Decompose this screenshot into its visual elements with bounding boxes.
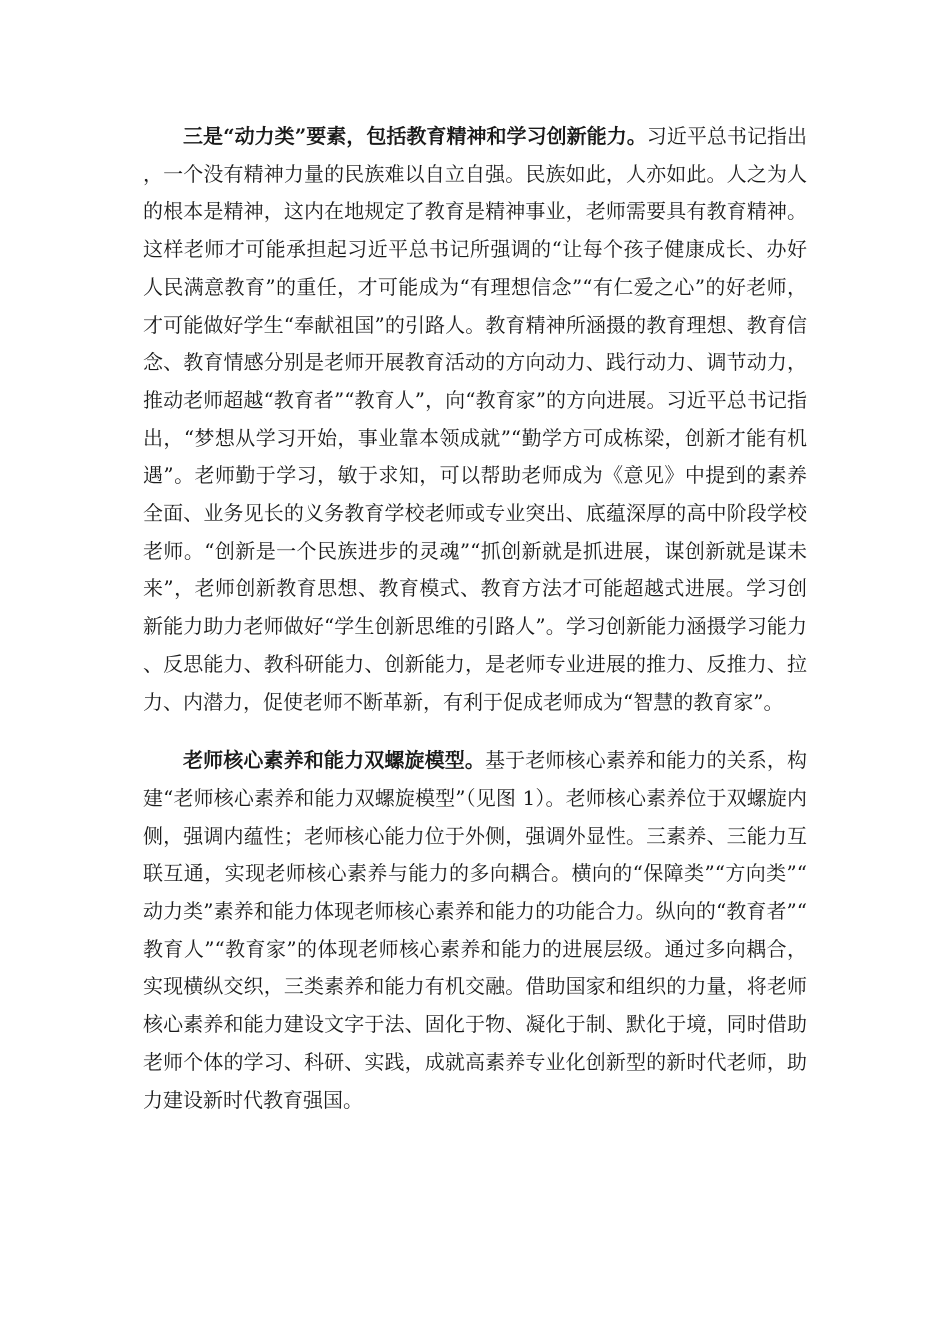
- paragraph-body: 习近平总书记指出，一个没有精神力量的民族难以自立自强。民族如此，人亦如此。人之为人的根本是精神，这内在地规定了教育是精神事业，老师需要具有教育精神。这样老师才可能承担起习近平总书记所强调的“让每个孩子健康成长、办好人民满意教育”的重任，才可能成为“有理想信念”“有仁爱之心”的好老师，才可能做好学生“奉献祖国”的引路人。教育精神所涵摄的教育理想、教育信念、教育情感分别是老师开展教育活动的方向动力、践行动力、调节动力，推动老师超越“教育者”“教育人”，向“教育家”的方向进展。习近平总书记指出，“梦想从学习开始，事业靠本领成就”“勤学方可成栋梁，创新才能有机遇”。老师勤于学习，敏于求知，可以帮助老师成为《意见》中提到的素养全面、业务见长的义务教育学校老师或专业突出、底蕴深厚的高中阶段学校老师。“创新是一个民族进步的灵魂”“抓创新就是抓进展，谋创新就是谋未来”，老师创新教育思想、教育模式、教育方法才可能超越式进展。学习创新能力助力老师做好“学生创新思维的引路人”。学习创新能力涵摄学习能力、反思能力、教科研能力、创新能力，是老师专业进展的推力、反推力、拉力、内潜力，促使老师不断革新，有利于促成老师成为“智慧的教育家”。: [143, 124, 808, 714]
- document-page: [143, 118, 807, 1119]
- paragraph-body: 基于老师核心素养和能力的关系，构建“老师核心素养和能力双螺旋模型”（见图 1）。老师核心素养位于双螺旋内侧，强调内蕴性；老师核心能力位于外侧，强调外显性。三素养、三能力互联互通，实现老师核心素养与能力的多向耦合。横向的“保障类”“方向类”“动力类”素养和能力体现老师核心素养和能力的功能合力。纵向的“教育者”“教育人”“教育家”的体现老师核心素养和能力的进展层级。通过多向耦合，实现横纵交织，三类素养和能力有机交融。借助国家和组织的力量，将老师核心素养和能力建设文字于法、固化于物、凝化于制、默化于境，同时借助老师个体的学习、科研、实践，成就高素养专业化创新型的新时代老师，助力建设新时代教育强国。: [143, 748, 807, 1112]
- paragraph-lead-bold: 三是“动力类”要素，包括教育精神和学习创新能力。: [183, 124, 647, 148]
- paragraph-lead-bold: 老师核心素养和能力双螺旋模型。: [183, 748, 485, 773]
- paragraph-motivation-elements: [143, 118, 807, 721]
- paragraph-double-helix-model: [143, 742, 807, 1119]
